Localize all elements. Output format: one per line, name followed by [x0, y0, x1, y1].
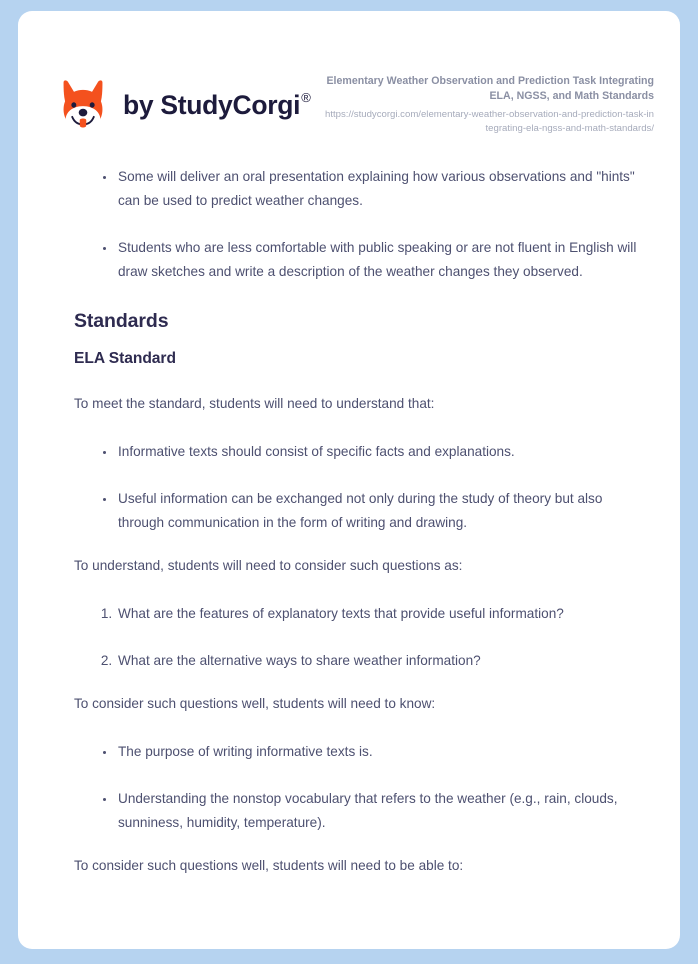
spacer — [74, 673, 640, 692]
subsection-heading-ela-standard: ELA Standard — [74, 349, 176, 367]
list-item: • Students who are less comfortable with public speaking or are not fluent in English will draw sketches and write a description of the weather changes they observed. — [116, 236, 640, 284]
brand-name-text: by StudyCorgi — [123, 89, 301, 120]
document-page — [18, 11, 680, 949]
spacer — [74, 578, 640, 602]
list-item: • Some will deliver an oral presentation explaining how various observations and "hints" can be used to predict weather changes. — [116, 165, 640, 213]
header-meta — [324, 68, 654, 135]
paragraph-understand-that: To meet the standard, students will need to understand that: — [74, 396, 435, 412]
list-item: • Useful information can be exchanged not only during the study of theory but also through communication in the form of writing and drawing. — [116, 487, 640, 535]
list-item: 2. What are the alternative ways to share weather information? — [116, 649, 640, 673]
document-title: Elementary Weather Observation and Prediction Task Integrating ELA, NGSS, and Math Standards — [326, 75, 654, 103]
spacer — [74, 368, 640, 392]
section-heading-standards: Standards — [74, 310, 169, 333]
list-item: 1. What are the features of explanatory texts that provide useful information? — [116, 602, 640, 626]
list-item: • Understanding the nonstop vocabulary that refers to the weather (e.g., rain, clouds, sunniness, humidity, temperature). — [116, 787, 640, 835]
document-url[interactable]: https://studycorgi.com/elementary-weather-observation-and-prediction-task-integrating-ela-ngss-and-math-standards/ — [325, 109, 654, 134]
numbered-question-list — [74, 602, 640, 673]
corgi-head-icon — [56, 78, 110, 132]
intro-bullet-list — [74, 165, 640, 284]
paragraph-need-to-know: To consider such questions well, students will need to know: — [74, 696, 436, 712]
understand-bullet-list — [74, 440, 640, 535]
spacer — [74, 535, 640, 554]
document-body — [18, 165, 680, 878]
list-item: • Informative texts should consist of specific facts and explanations. — [116, 440, 640, 464]
spacer — [74, 284, 640, 310]
list-item: • The purpose of writing informative texts is. — [116, 740, 640, 764]
spacer — [74, 716, 640, 740]
know-bullet-list — [74, 740, 640, 835]
paragraph-questions-as: To understand, students will need to consider such questions as: — [74, 558, 463, 574]
brand-logo — [56, 68, 310, 132]
spacer — [74, 334, 640, 350]
document-header — [18, 11, 680, 135]
registered-trademark-icon: ® — [301, 89, 311, 105]
brand-name — [123, 90, 310, 121]
spacer — [74, 416, 640, 440]
paragraph-be-able-to: To consider such questions well, students will need to be able to: — [74, 858, 464, 874]
spacer — [74, 835, 640, 854]
